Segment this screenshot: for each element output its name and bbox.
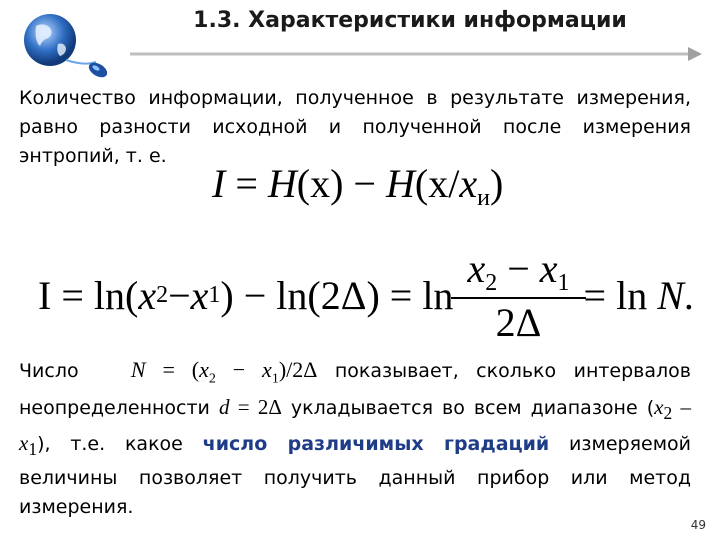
inline-x1: x bbox=[262, 357, 272, 382]
highlight-gradations: число различимых градаций bbox=[202, 432, 550, 455]
range-x1-sub: 1 bbox=[28, 438, 38, 459]
num-x2: x bbox=[467, 246, 486, 291]
formula2-part3: = ln bbox=[583, 273, 648, 318]
formula1-h2: H bbox=[385, 161, 415, 206]
d-formula bbox=[219, 395, 282, 419]
formula1-sub: и bbox=[477, 185, 490, 211]
formula2-part1: I = ln( bbox=[38, 273, 139, 318]
formula2-minus: − bbox=[168, 273, 191, 318]
word-chislo: Число bbox=[19, 360, 79, 382]
paragraph-interval-count bbox=[19, 355, 691, 522]
inline-x2: x bbox=[199, 357, 209, 382]
formula2-x1-sub: 1 bbox=[208, 282, 221, 308]
globe-mouse-logo-icon bbox=[14, 6, 114, 90]
formula2-N: N bbox=[657, 273, 684, 318]
inline-N: N bbox=[130, 357, 146, 382]
text-a: показывает, сколько интервалов неопределенности bbox=[19, 360, 691, 420]
formula2-x2: x bbox=[138, 273, 157, 318]
d-var: d bbox=[218, 395, 230, 420]
range-x2: x bbox=[654, 395, 664, 420]
formula1-lhs: I bbox=[212, 161, 226, 206]
formula1-arg1: (x) bbox=[296, 161, 344, 206]
range-x1: x bbox=[19, 430, 29, 455]
formula1-h1: H bbox=[267, 161, 297, 206]
range-x2-sub: 2 bbox=[663, 403, 673, 424]
paragraph-entropy-definition: Количество информации, полученное в результате измерения, равно разности исходной и полученной после измерения энтропий, т. е. bbox=[19, 87, 691, 167]
inline-x2-sub: 2 bbox=[208, 371, 216, 387]
formula2-fraction bbox=[459, 245, 577, 346]
inline-minus: − bbox=[215, 357, 263, 382]
formula2-dot: . bbox=[683, 273, 694, 318]
formula-information-log bbox=[38, 245, 694, 346]
text-d: измеряемой величины позволяет получить данный прибор или метод измерения. bbox=[19, 432, 692, 518]
range-minus: – bbox=[672, 395, 691, 420]
formula-information-entropy bbox=[212, 160, 503, 212]
formula1-minus: − bbox=[353, 161, 376, 206]
inline-tail: )/2Δ bbox=[278, 357, 318, 382]
num-minus: − bbox=[497, 246, 540, 291]
num-x1: x bbox=[539, 246, 558, 291]
formula2-x2-sub: 2 bbox=[156, 282, 169, 308]
formula1-arg2-close: ) bbox=[489, 161, 504, 206]
formula1-slash: / bbox=[448, 161, 460, 206]
slide-title: 1.3. Характеристики информации bbox=[193, 8, 627, 33]
text-b: укладывается во всем диапазоне ( bbox=[281, 397, 655, 420]
formula2-part2: ) − ln(2Δ) = ln bbox=[220, 273, 454, 318]
inline-eq: = ( bbox=[145, 357, 200, 382]
fraction-numerator bbox=[459, 245, 577, 297]
inline-formula-N bbox=[130, 357, 318, 387]
num-x2-sub: 2 bbox=[485, 270, 498, 296]
formula1-x: x bbox=[459, 161, 478, 206]
num-x1-sub: 1 bbox=[557, 270, 570, 296]
d-eq: = 2Δ bbox=[229, 395, 282, 420]
text-c: ), т.е. какое bbox=[37, 432, 203, 455]
formula2-x1: x bbox=[190, 273, 209, 318]
formula1-arg2-open: (x bbox=[414, 161, 449, 206]
fraction-denominator: 2Δ bbox=[451, 297, 585, 346]
page-number: 49 bbox=[690, 518, 706, 532]
formula1-eq: = bbox=[235, 161, 258, 206]
title-underline-arrow bbox=[130, 44, 705, 68]
inline-x1-sub: 1 bbox=[271, 371, 279, 387]
